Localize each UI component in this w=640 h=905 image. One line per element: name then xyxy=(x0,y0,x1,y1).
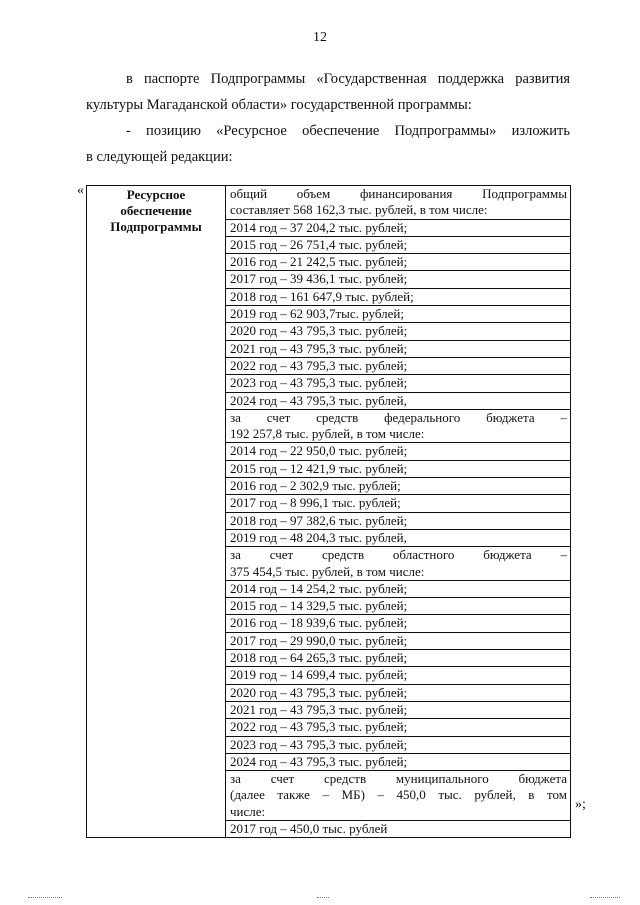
label-cell xyxy=(87,186,226,838)
label-line: Ресурсное xyxy=(126,187,186,202)
funding-line: 2015 год – 12 421,9 тыс. рублей; xyxy=(226,461,570,478)
funding-line: 2021 год – 43 795,3 тыс. рублей; xyxy=(226,702,570,719)
funding-line: 2021 год – 43 795,3 тыс. рублей; xyxy=(226,341,570,358)
funding-line: 192 257,8 тыс. рублей, в том числе: xyxy=(226,426,570,443)
intro-line: культуры Магаданской области» государственной программы: xyxy=(86,97,472,113)
table-row xyxy=(87,186,571,838)
funding-line: 2024 год – 43 795,3 тыс. рублей, xyxy=(226,393,570,410)
opening-quote: « xyxy=(77,183,84,198)
funding-line: 2022 год – 43 795,3 тыс. рублей; xyxy=(226,719,570,736)
funding-line: 2019 год – 62 903,7тыс. рублей; xyxy=(226,306,570,323)
funding-line: 2019 год – 48 204,3 тыс. рублей, xyxy=(226,530,570,547)
funding-line: 2016 год – 18 939,6 тыс. рублей; xyxy=(226,615,570,632)
funding-line: 2024 год – 43 795,3 тыс. рублей; xyxy=(226,754,570,771)
funding-line: 2014 год – 22 950,0 тыс. рублей; xyxy=(226,443,570,460)
funding-line: 2017 год – 450,0 тыс. рублей xyxy=(230,820,388,836)
funding-line: 2020 год – 43 795,3 тыс. рублей; xyxy=(226,323,570,340)
funding-line: 2019 год – 14 699,4 тыс. рублей; xyxy=(226,667,570,684)
footer-mark xyxy=(590,897,620,898)
footer-mark xyxy=(28,897,62,898)
intro-line: - позицию «Ресурсное обеспечение Подпрограммы» изложить xyxy=(126,123,570,139)
funding-line: 375 454,5 тыс. рублей, в том числе: xyxy=(226,564,570,581)
page-number: 12 xyxy=(313,30,327,45)
footer-mark xyxy=(317,897,329,898)
funding-line: 2015 год – 14 329,5 тыс. рублей; xyxy=(226,598,570,615)
funding-line: 2017 год – 8 996,1 тыс. рублей; xyxy=(226,495,570,512)
funding-line: составляет 568 162,3 тыс. рублей, в том числе: xyxy=(226,202,570,219)
funding-line: 2016 год – 21 242,5 тыс. рублей; xyxy=(226,254,570,271)
funding-line: 2015 год – 26 751,4 тыс. рублей; xyxy=(226,237,570,254)
funding-line: 2023 год – 43 795,3 тыс. рублей; xyxy=(226,737,570,754)
funding-line: 2018 год – 64 265,3 тыс. рублей; xyxy=(226,650,570,667)
funding-line: за счет средств областного бюджета – xyxy=(230,547,567,563)
intro-line: в паспорте Подпрограммы «Государственная поддержка развития xyxy=(126,71,570,87)
funding-line: 2017 год – 29 990,0 тыс. рублей; xyxy=(226,633,570,650)
closing-quote: »; xyxy=(575,797,586,812)
resource-table xyxy=(86,185,571,838)
funding-line: за счет средств муниципального бюджета xyxy=(230,771,567,787)
funding-line: 2017 год – 39 436,1 тыс. рублей; xyxy=(226,271,570,288)
funding-line: (далее также – МБ) – 450,0 тыс. рублей, в том xyxy=(230,787,567,803)
funding-line: 2016 год – 2 302,9 тыс. рублей; xyxy=(226,478,570,495)
funding-line: общий объем финансирования Подпрограммы xyxy=(230,186,567,201)
label-line: обеспечение xyxy=(120,203,192,218)
content-cell xyxy=(226,186,571,838)
intro-paragraph-2 xyxy=(86,118,570,170)
intro-paragraph-1 xyxy=(86,66,570,118)
funding-line: 2014 год – 37 204,2 тыс. рублей; xyxy=(226,220,570,237)
funding-line: за счет средств федерального бюджета – xyxy=(230,409,567,425)
funding-line: 2020 год – 43 795,3 тыс. рублей; xyxy=(226,685,570,702)
intro-line: в следующей редакции: xyxy=(86,149,233,165)
funding-line: 2023 год – 43 795,3 тыс. рублей; xyxy=(226,375,570,392)
funding-line: 2018 год – 97 382,6 тыс. рублей; xyxy=(226,513,570,530)
funding-line: 2018 год – 161 647,9 тыс. рублей; xyxy=(226,289,570,306)
funding-line: числе: xyxy=(226,804,570,821)
funding-line: 2022 год – 43 795,3 тыс. рублей; xyxy=(226,358,570,375)
funding-line: 2014 год – 14 254,2 тыс. рублей; xyxy=(226,581,570,598)
label-line: Подпрограммы xyxy=(110,219,202,234)
